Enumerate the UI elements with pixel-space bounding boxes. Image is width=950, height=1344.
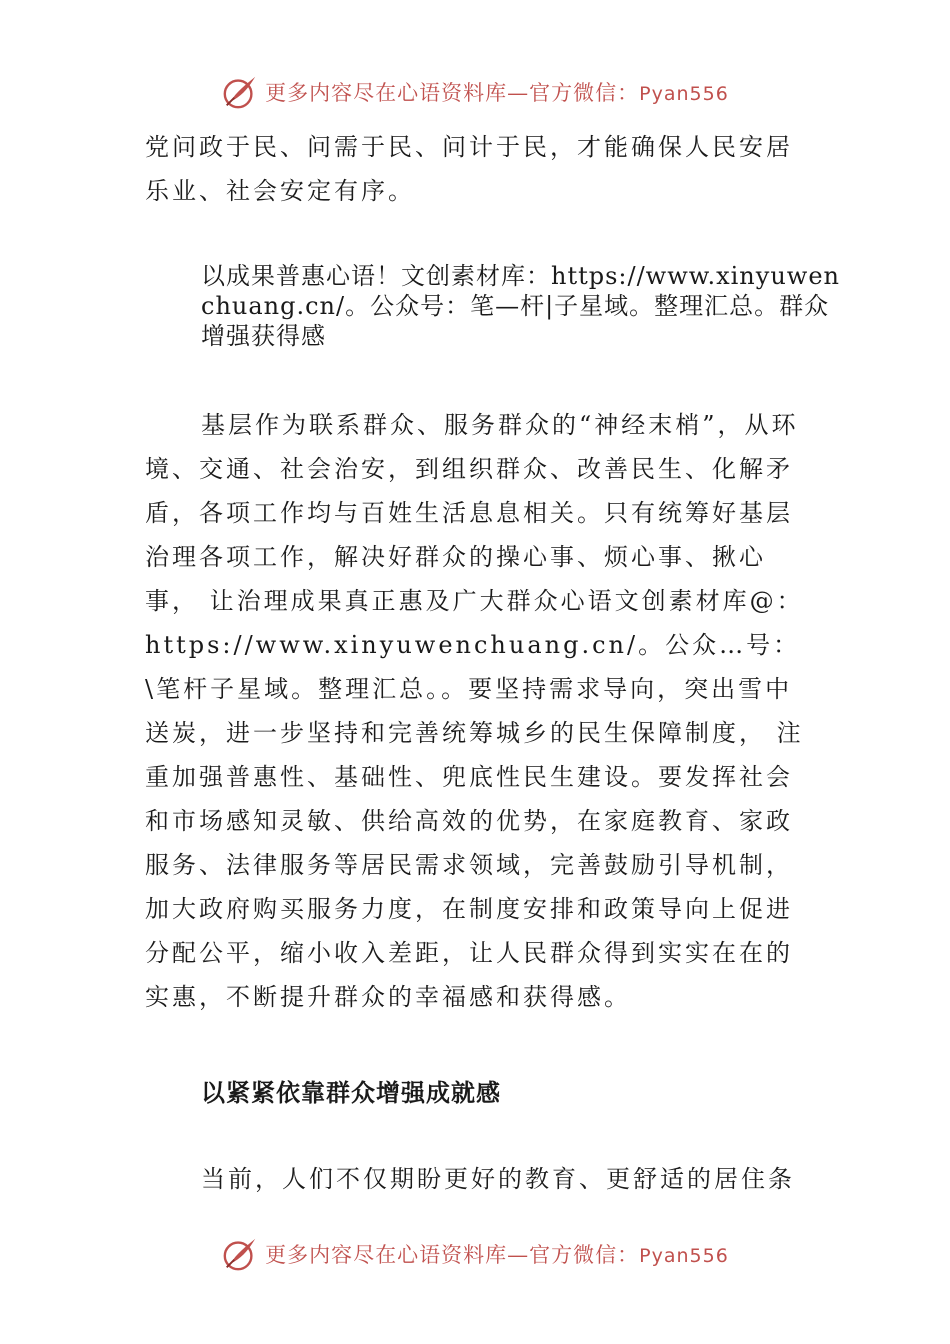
feather-brush-logo-icon	[221, 1235, 259, 1273]
paragraph-current: 当前，人们不仅期盼更好的教育、更舒适的居住条	[201, 1165, 795, 1193]
paragraph-grassroots: 基层作为联系群众、服务群众的“神经末梢”，从环境、交通、社会治安，到组织群众、改善民生、化解矛盾，各项工作均与百姓生活息息相关。只有统筹好基层治理各项工作，解决好群众的操心事、烦心事、揪心事， 让治理成果真正惠及广大群众心语文创素材库@：https://www.xinyuwenchuang.cn/。公众…号：\笔杆子星域。整理汇总。。要坚持需求导向，突出雪中送炭，进一步坚持和完善统筹城乡的民生保障制度， 注重加强普惠性、基础性、兜底性民生建设。要发挥社会和市场感知灵敏、供给高效的优势，在家庭教育、家政服务、法律服务等居民需求领域，完善鼓励引导机制， 加大政府购买服务力度，在制度安排和政策导向上促进分配公平，缩小收入差距，让人民群众得到实实在在的实惠，不断提升群众的幸福感和获得感。	[145, 411, 804, 1011]
promo-block: 以成果普惠心语！文创素材库：https://www.xinyuwenchuang.cn/。公众号：笔—杆|子星域。整理汇总。群众增强获得感	[201, 262, 840, 350]
footer-banner-main: 更多内容尽在心语资料库—官方微信：	[265, 1243, 640, 1267]
footer-banner-handle: Pyan556	[639, 1245, 729, 1267]
document-body	[145, 125, 840, 1201]
header-banner-main: 更多内容尽在心语资料库—官方微信：	[265, 81, 640, 105]
feather-brush-logo-icon	[221, 73, 259, 111]
footer-banner	[0, 1232, 950, 1276]
header-banner-handle: Pyan556	[639, 83, 729, 105]
footer-banner-text	[265, 1239, 729, 1269]
paragraph-intro: 党问政于民、问需于民、问计于民，才能确保人民安居乐业、社会安定有序。	[145, 133, 793, 205]
header-banner	[0, 70, 950, 114]
section-heading: 以紧紧依靠群众增强成就感	[201, 1079, 501, 1107]
header-banner-text	[265, 77, 729, 107]
